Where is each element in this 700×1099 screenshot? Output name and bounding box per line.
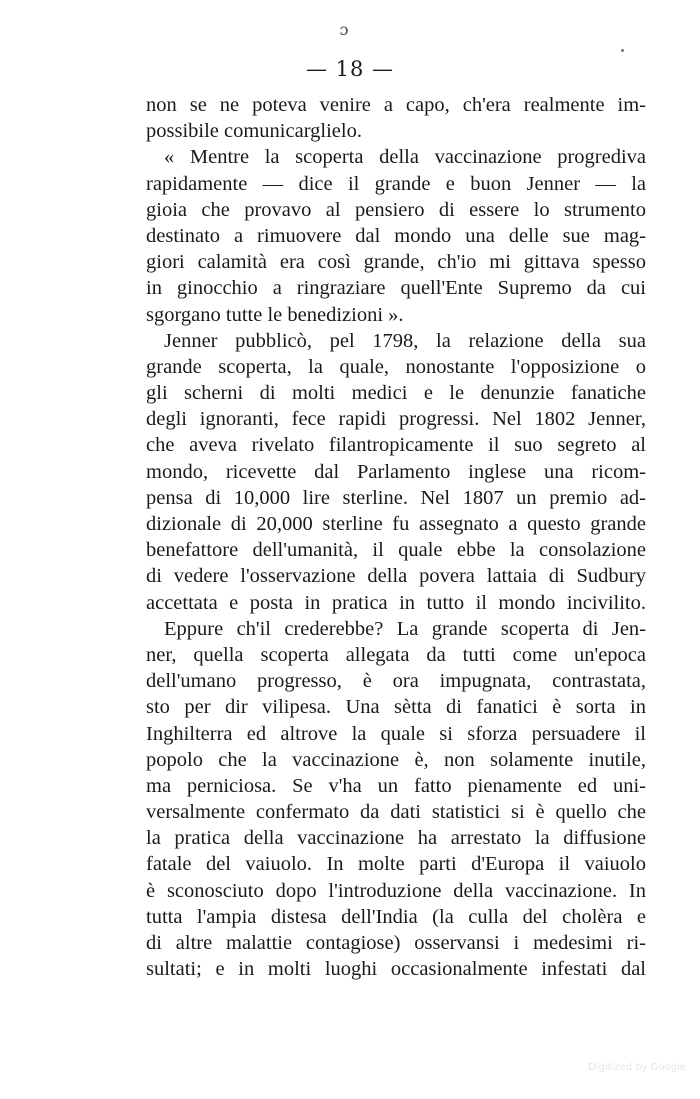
- text-line: Jenner pubblicò, pel 1798, la relazione della sua: [164, 329, 646, 352]
- text-line: gli scherni di molti medici e le denunzie fanatiche: [146, 382, 646, 405]
- text-line: grande scoperta, la quale, nonostante l'opposizione o: [146, 355, 646, 378]
- text-line: possibile comunicarglielo.: [146, 120, 362, 143]
- body-text: [146, 92, 646, 982]
- text-line: non se ne poteva venire a capo, ch'era realmente im-: [146, 94, 646, 116]
- text-line: accettata e posta in pratica in tutto il mondo incivilito.: [146, 591, 646, 614]
- text-line: mondo, ricevette dal Parlamento inglese una ricom-: [146, 460, 646, 483]
- page-number: — 18 —: [305, 57, 395, 81]
- text-line: pensa di 10,000 lire sterline. Nel 1807 un premio ad-: [146, 486, 646, 509]
- text-line: gioia che provavo al pensiero di essere lo strumento: [146, 198, 646, 221]
- text-line: dizionale di 20,000 sterline fu assegnato a questo grande: [146, 513, 646, 535]
- text-line: giori calamità era così grande, ch'io mi gittava spesso: [146, 251, 646, 274]
- text-line: la pratica della vaccinazione ha arrestato la diffusione: [146, 827, 646, 850]
- text-line: destinato a rimuovere dal mondo una delle sue mag-: [146, 224, 646, 247]
- text-line: sultati; e in molti luoghi occasionalmente infestati dal: [146, 958, 646, 981]
- text-line: rapidamente — dice il grande e buon Jenner — la: [146, 172, 646, 195]
- text-line: popolo che la vaccinazione è, non solamente inutile,: [146, 748, 646, 771]
- text-line: di vedere l'osservazione della povera lattaia di Sudbury: [146, 565, 646, 588]
- text-line: « Mentre la scoperta della vaccinazione progrediva: [164, 146, 646, 169]
- digitization-watermark: Digitized by Google: [588, 1062, 686, 1073]
- text-line: degli ignoranti, fece rapidi progressi. Nel 1802 Jenner,: [146, 408, 646, 431]
- text-line: ner, quella scoperta allegata da tutti come un'epoca: [146, 643, 646, 666]
- text-line: fatale del vaiuolo. In molte parti d'Europa il vaiuolo: [146, 853, 646, 876]
- text-line: sgorgano tutte le benedizioni ».: [146, 303, 404, 326]
- text-line: versalmente confermato da dati statistici si è quello che: [146, 801, 646, 824]
- text-line: sto per dir vilipesa. Una sètta di fanatici è sorta in: [146, 696, 646, 719]
- text-line: che aveva rivelato filantropicamente il suo segreto al: [146, 434, 646, 457]
- text-line: è sconosciuto dopo l'introduzione della vaccinazione. In: [146, 879, 646, 902]
- ink-mark: ɔ: [339, 20, 349, 39]
- text-line: dell'umano progresso, è ora impugnata, contrastata,: [146, 670, 646, 693]
- text-line: benefattore dell'umanità, il quale ebbe la consolazione: [146, 539, 646, 562]
- text-line: ma perniciosa. Se v'ha un fatto pienamente ed uni-: [146, 774, 646, 797]
- text-line: di altre malattie contagiose) osservansi i medesimi ri-: [146, 932, 646, 954]
- text-line: tutta l'ampia distesa dell'India (la culla del cholèra e: [146, 905, 646, 928]
- text-line: Inghilterra ed altrove la quale si sforza persuadere il: [146, 722, 646, 745]
- text-line: in ginocchio a ringraziare quell'Ente Supremo da cui: [146, 277, 646, 300]
- ink-dot: [621, 49, 624, 52]
- text-line: Eppure ch'il crederebbe? La grande scoperta di Jen-: [164, 617, 646, 640]
